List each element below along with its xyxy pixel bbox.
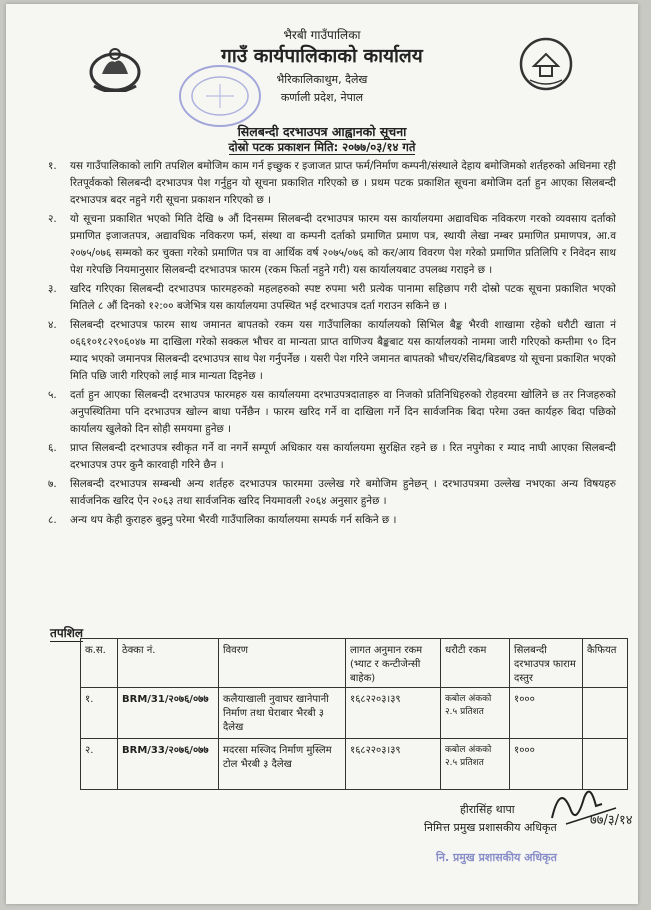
col-form-fee: सिलबन्दी दरभाउपत्र फाराम दस्तुर bbox=[510, 639, 583, 688]
cell-contract-no: BRM/31/२०७६/०७७ bbox=[118, 688, 219, 739]
col-description: विवरण bbox=[219, 639, 346, 688]
signatory-name: हीरासिंह थापा bbox=[460, 803, 515, 816]
col-sn: क.स. bbox=[81, 639, 118, 688]
address-line-2: कर्णाली प्रदेश, नेपाल bbox=[280, 91, 364, 104]
condition-item: ८. अन्य थप केही कुराहरु बुझ्नु परेमा भैरवी गाउँपालिका कार्यालयमा सम्पर्क गर्न सकिने छ । bbox=[48, 514, 397, 526]
conditions-list bbox=[48, 158, 616, 531]
signatory-title: निमित्त प्रमुख प्रशासकीय अधिकृत bbox=[424, 821, 557, 834]
condition-item: २. यो सूचना प्रकाशित भएको मिति देखि ७ औं दिनसम्म सिलबन्दी दरभाउपत्र फारम यस कार्यालयमा अद्यावधिक नविकरण गरको व्यवसाय दर्ताको प्रमाणित इजाजतपत्र, अद्यावधिक नविकरण फर्म, संस्था वा कम्पनी दर्ताको प्रमाणित प्रमाण पत्र, स्थायी लेखा नम्बर प्रमाणित प्रमाणपत्र, आ.व २०७५/०७६ सम्मको कर चुक्ता गरेको प्रमाणित पत्र वा आर्थिक वर्ष २०७५/०७६ को कर/आय विवरण पेश गरेको प्रमाणित प्रतिलिपि र निवेदन साथ पेश गरेपछि नियमानुसार सिलबन्दी दरभाउपत्र फारम (रकम फिर्ता नहुने गरी) यस कार्यालयबाट उपलब्ध गराइने छ । bbox=[48, 213, 616, 276]
cell-cost-estimate: १६८२२०३।३९ bbox=[346, 688, 441, 739]
cell-description: मदरसा मस्जिद निर्माण मुस्लिम टोल भैरबी ३ दैलेख bbox=[219, 739, 346, 790]
notice-title: सिलबन्दी दरभाउपत्र आह्वानको सूचना bbox=[237, 124, 407, 139]
schedule-table bbox=[80, 638, 628, 790]
condition-item: ७. सिलबन्दी दरभाउपत्र सम्बन्धी अन्य शर्तहरु दरभाउपत्र फारममा उल्लेख गरे बमोजिम हुनेछन् । दरभाउपत्रमा उल्लेख नभएका अन्य विषयहरु सार्वजनिक खरिद ऐन २०६३ तथा सार्वजनिक खरिद नियमावली २०६४ अनुसार हुनेछ । bbox=[48, 478, 616, 507]
cell-contract-no: BRM/33/२०७६/०७७ bbox=[118, 739, 219, 790]
municipality-name: भैरबी गाउँपालिका bbox=[283, 28, 361, 42]
office-stamp-icon bbox=[176, 62, 264, 130]
condition-item: ६. प्राप्त सिलबन्दी दरभाउपत्र स्वीकृत गर्ने वा नगर्ने सम्पूर्ण अधिकार यस कार्यालयमा सुरक्षित रहने छ । रित नपुगेका र म्याद नाघी आएका सिलबन्दी दरभाउपत्र उपर कुनै कारवाही गरिने छैन । bbox=[48, 442, 616, 471]
office-name: गाउँ कार्यपालिकाको कार्यालय bbox=[221, 45, 423, 67]
condition-item: ४. सिलबन्दी दरभाउपत्र फारम साथ जमानत बापतको रकम यस गाउँपालिका कार्यालयको सिभिल बैङ्क भैरवी शाखामा रहेको धरौटी खाता नं ०६६१०१८२९०६०४७ मा दाखिला गरेको सक्कल भौचर वा मान्यता प्राप्त वाणिज्य बैङ्कबाट यस कार्यालयको नाममा जारी गरिएको कम्तीमा ९० दिन म्याद भएको जमानपत्र सिलबन्दी दरभाउपत्र साथ पेश गर्नुपर्नेछ । यसरी पेश गरिने जमानत बापतको भौचर/रसिद/बिडबण्ड यो सूचना प्रकाशित भएको मिति पछि जारी गरिएको लाई मात्र मान्यता दिइनेछ । bbox=[48, 319, 616, 382]
cell-description: कलैयाखाली नुवाघर खानेपानी निर्माण तथा घेराबार भैरबी ३ दैलेख bbox=[219, 688, 346, 739]
cell-sn: २. bbox=[81, 739, 118, 790]
col-cost-estimate: लागत अनुमान रकम (भ्याट र कन्टीजेन्सी बाहेक) bbox=[346, 639, 441, 688]
table-row bbox=[81, 688, 628, 739]
cell-form-fee: १००० bbox=[510, 688, 583, 739]
cell-sn: १. bbox=[81, 688, 118, 739]
condition-item: ३. खरिद गरिएका सिलबन्दी दरभाउपत्र फारमहरुको महलहरुको स्पष्ट रुपमा भरी प्रत्येक पानामा सहिछाप गरी दोस्रो पटक सूचना प्रकाशित भएको मितिले ८ औं दिनको १२:०० बजेभित्र यस कार्यालयमा उपस्थित भई दरभाउपत्र दर्ता गराउन सकिने छ । bbox=[48, 283, 616, 312]
col-contract-no: ठेक्का नं. bbox=[118, 639, 219, 688]
cell-deposit: कबोल अंकको २.५ प्रतिशत bbox=[441, 739, 510, 790]
cell-cost-estimate: १६८२२०३।३९ bbox=[346, 739, 441, 790]
notice-document bbox=[6, 4, 638, 904]
signature-date: ७७/३/१४ bbox=[590, 813, 633, 828]
schedule-heading: तपशिल bbox=[50, 626, 84, 640]
officer-stamp: नि. प्रमुख प्रशासकीय अधिकृत bbox=[436, 851, 557, 864]
cell-remarks bbox=[583, 688, 628, 739]
cell-deposit: कबोल अंकको २.५ प्रतिशत bbox=[441, 688, 510, 739]
cell-form-fee: १००० bbox=[510, 739, 583, 790]
publication-date: दोस्रो पटक प्रकाशन मिति: २०७७/०३/१४ गते bbox=[228, 140, 416, 154]
condition-item: १. यस गाउँपालिकाको लागि तपशिल बमोजिम काम गर्न इच्छुक र इजाजत प्राप्त फर्म/निर्माण कम्पनी/संस्थाले देहाय बमोजिमको शर्तहरुको अधिनमा रही रितपूर्वकको सिलबन्दी दरभाउपत्र पेश गर्नुहुन यो सूचना प्रकाशित गरिएको छ । प्रथम पटक प्रकाशित सूचना बमोजिम दर्ता हुन आएका सिलबन्दी दरभाउपत्र बदर नहुने गरी सूचना प्रकाशन गरिएको छ । bbox=[48, 160, 616, 206]
col-remarks: कैफियत bbox=[583, 639, 628, 688]
address-line-1: भैरिकालिकाथुम, दैलेख bbox=[276, 73, 368, 86]
condition-item: ५. दर्ता हुन आएका सिलबन्दी दरभाउपत्र फारमहरु यस कार्यालयमा दरभाउपत्रदाताहरु वा निजको प्रतिनिधिहरुको रोहवरमा खोलिने छ तर निजहरुको अनुपस्थितिमा पनि दरभाउपत्र खोल्न बाधा पर्नेछैन । फारम खरिद गर्ने वा दाखिला गर्ने दिन सार्वजनिक बिदा परेमा उक्त कार्यहरु बिदा पछिको कार्यालय खुलेको दिन सोही समयमा हुनेछ । bbox=[48, 389, 616, 435]
municipality-logo-icon bbox=[518, 36, 574, 92]
handwritten-signature-icon bbox=[546, 778, 636, 832]
table-header-row bbox=[81, 639, 628, 688]
col-deposit: धरौटी रकम bbox=[441, 639, 510, 688]
